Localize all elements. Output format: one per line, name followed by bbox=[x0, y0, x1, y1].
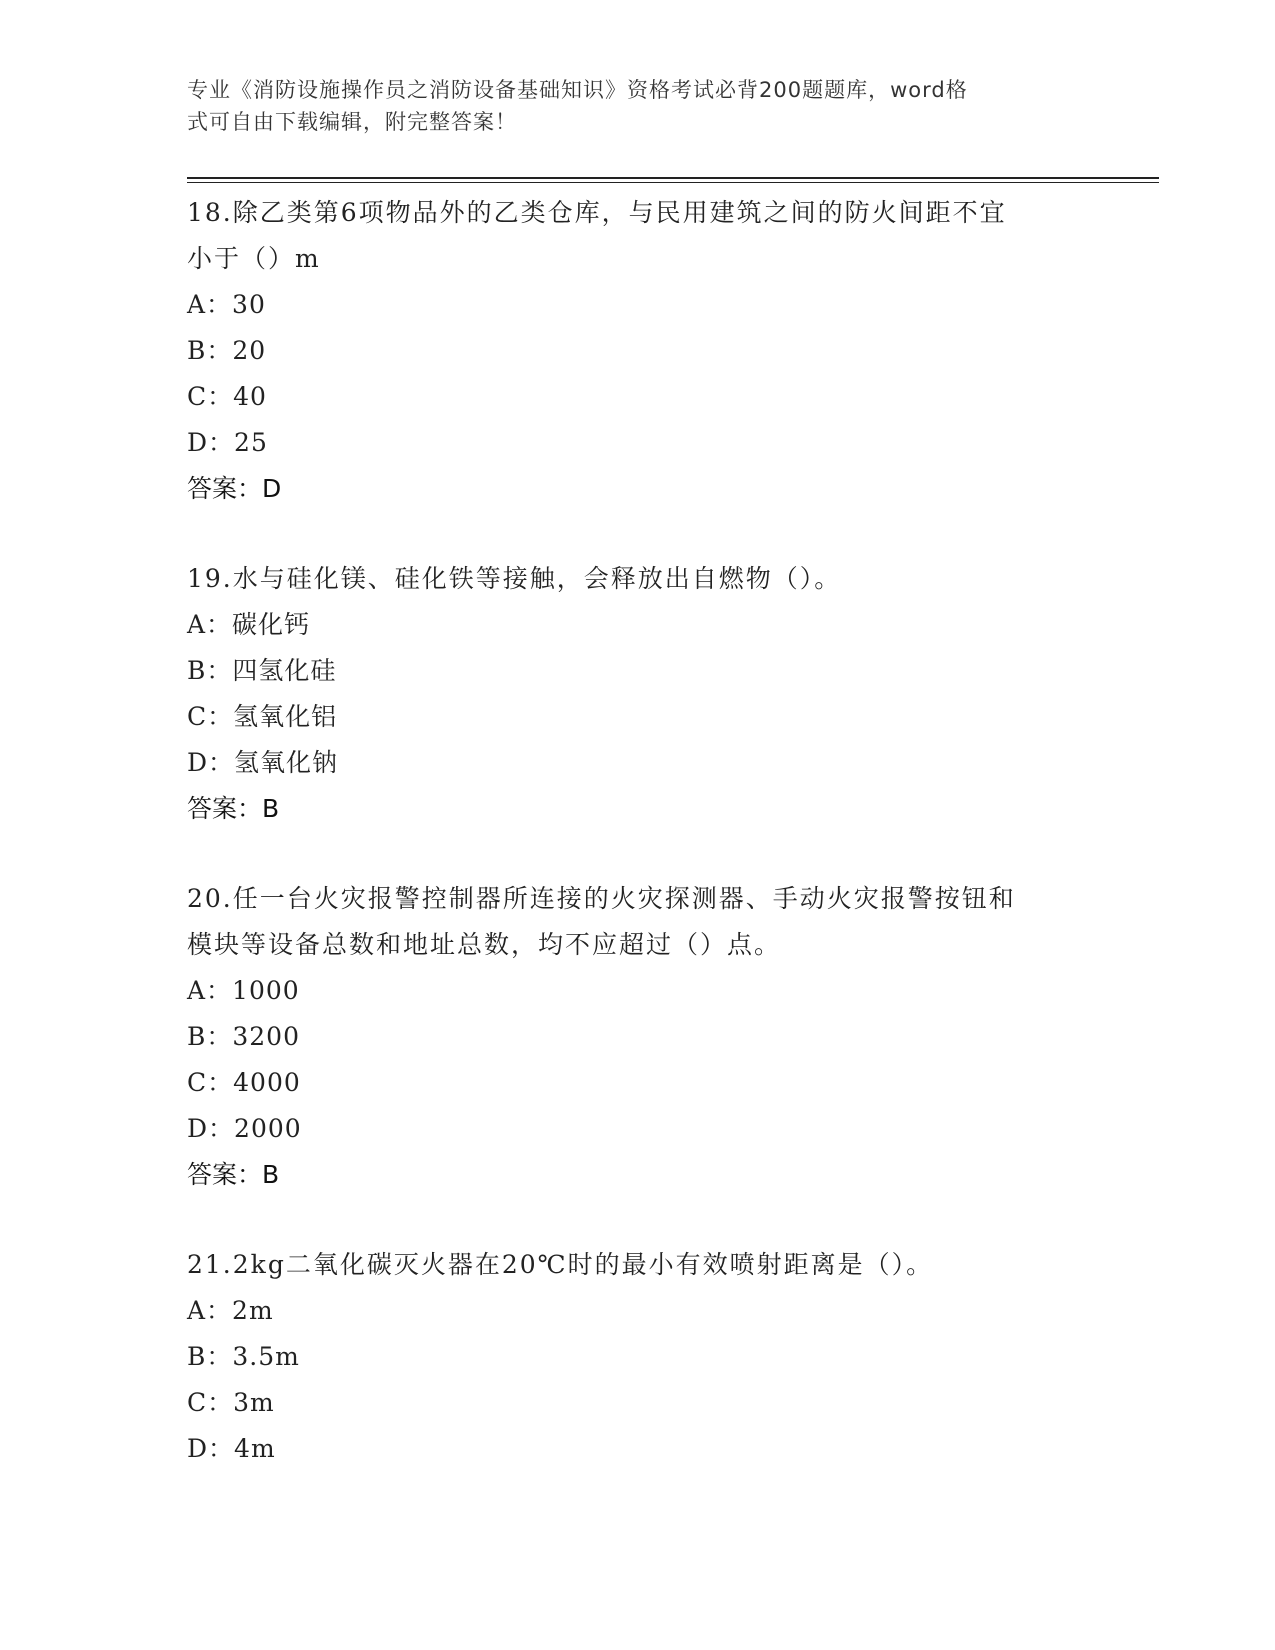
header-divider-thin bbox=[187, 182, 1159, 183]
option-b: B：20 bbox=[187, 336, 267, 365]
option-d: D：氢氧化钠 bbox=[187, 748, 339, 777]
question-text-line: 小于（）m bbox=[187, 244, 321, 273]
question-text-line: 模块等设备总数和地址总数，均不应超过（）点。 bbox=[187, 930, 782, 959]
option-d: D：25 bbox=[187, 428, 268, 457]
option-d: D：2000 bbox=[187, 1114, 302, 1143]
answer-label: 答案：D bbox=[187, 474, 282, 503]
option-b: B：四氢化硅 bbox=[187, 656, 337, 685]
option-b: B：3200 bbox=[187, 1022, 300, 1051]
option-c: C：氢氧化铝 bbox=[187, 702, 338, 731]
option-a: A：30 bbox=[187, 290, 266, 319]
question-list bbox=[187, 190, 1087, 1516]
header-divider-thick bbox=[187, 177, 1159, 179]
option-c: C：40 bbox=[187, 382, 267, 411]
question-text bbox=[187, 556, 1087, 602]
question-text bbox=[187, 190, 1087, 282]
option-b: B：3.5m bbox=[187, 1342, 300, 1371]
question-text-line: 20.任一台火灾报警控制器所连接的火灾探测器、手动火灾报警按钮和 bbox=[187, 884, 1016, 913]
option-a: A：碳化钙 bbox=[187, 610, 311, 639]
question-text-line: 19.水与硅化镁、硅化铁等接触，会释放出自燃物（）。 bbox=[187, 564, 842, 593]
answer-label: 答案：B bbox=[187, 794, 280, 823]
question-text bbox=[187, 1242, 1087, 1288]
header-line-2: 式可自由下载编辑，附完整答案！ bbox=[187, 110, 517, 134]
option-a: A：2m bbox=[187, 1296, 274, 1325]
option-d: D：4m bbox=[187, 1434, 276, 1463]
option-a: A：1000 bbox=[187, 976, 300, 1005]
question-19 bbox=[187, 556, 1087, 832]
question-text bbox=[187, 876, 1087, 968]
document-header bbox=[187, 74, 1067, 138]
question-18 bbox=[187, 190, 1087, 512]
option-c: C：3m bbox=[187, 1388, 275, 1417]
question-21 bbox=[187, 1242, 1087, 1472]
option-c: C：4000 bbox=[187, 1068, 301, 1097]
answer-label: 答案：B bbox=[187, 1160, 280, 1189]
question-text-line: 21.2kg二氧化碳灭火器在20℃时的最小有效喷射距离是（）。 bbox=[187, 1250, 934, 1279]
question-20 bbox=[187, 876, 1087, 1198]
header-line-1: 专业《消防设施操作员之消防设备基础知识》资格考试必背200题题库，word格 bbox=[187, 78, 968, 102]
question-text-line: 18.除乙类第6项物品外的乙类仓库，与民用建筑之间的防火间距不宜 bbox=[187, 198, 1007, 227]
